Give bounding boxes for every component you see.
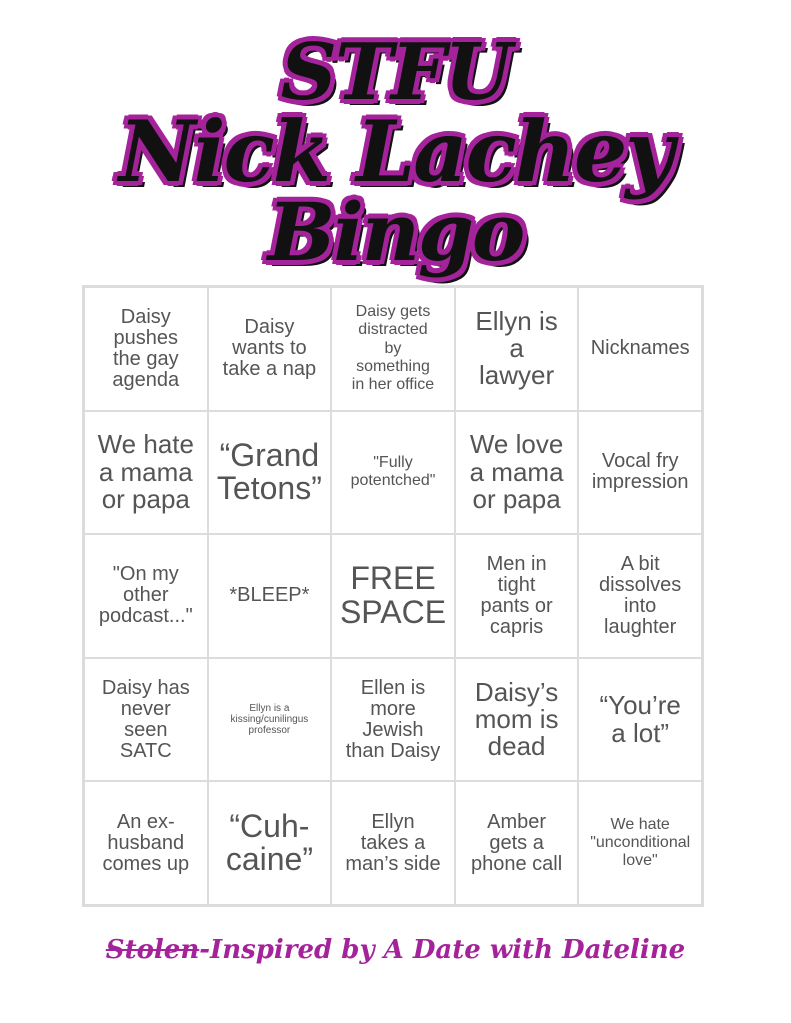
credit-rest: -Inspired by A Date with Dateline xyxy=(199,935,686,965)
bingo-cell[interactable]: Ellyn takes a man’s side xyxy=(331,781,455,905)
bingo-cell[interactable]: Daisy gets distracted by something in her office xyxy=(331,287,455,411)
bingo-cell[interactable]: Amber gets a phone call xyxy=(455,781,579,905)
bingo-cell[interactable]: An ex- husband comes up xyxy=(84,781,208,905)
bingo-title xyxy=(0,22,791,279)
bingo-cell[interactable]: “Grand Tetons” xyxy=(208,411,332,535)
bingo-cell[interactable]: A bit dissolves into laughter xyxy=(578,534,702,658)
bingo-cell[interactable]: Daisy wants to take a nap xyxy=(208,287,332,411)
bingo-cell[interactable]: Nicknames xyxy=(578,287,702,411)
bingo-cell[interactable]: Daisy’s mom is dead xyxy=(455,658,579,782)
bingo-cell[interactable]: Ellen is more Jewish than Daisy xyxy=(331,658,455,782)
bingo-cell[interactable]: Daisy has never seen SATC xyxy=(84,658,208,782)
bingo-cell[interactable]: “You’re a lot” xyxy=(578,658,702,782)
bingo-cell[interactable]: Daisy pushes the gay agenda xyxy=(84,287,208,411)
title-line-2: Nick Lachey xyxy=(118,102,673,201)
credit-line xyxy=(0,935,791,965)
bingo-cell[interactable]: "On my other podcast..." xyxy=(84,534,208,658)
title-line-1: STFU xyxy=(280,27,511,118)
credit-struck-word: Stolen xyxy=(105,935,200,965)
bingo-cell[interactable]: We hate a mama or papa xyxy=(84,411,208,535)
free-space-cell[interactable]: FREE SPACE xyxy=(331,534,455,658)
bingo-cell[interactable]: *BLEEP* xyxy=(208,534,332,658)
bingo-cell[interactable]: "Fully potentched" xyxy=(331,411,455,535)
bingo-cell[interactable]: Men in tight pants or capris xyxy=(455,534,579,658)
bingo-cell[interactable]: Vocal fry impression xyxy=(578,411,702,535)
bingo-cell[interactable]: We love a mama or papa xyxy=(455,411,579,535)
bingo-board xyxy=(82,285,704,907)
bingo-cell[interactable]: “Cuh- caine” xyxy=(208,781,332,905)
bingo-cell[interactable]: Ellyn is a kissing/cunilingus professor xyxy=(208,658,332,782)
title-line-3: Bingo xyxy=(267,185,524,279)
bingo-cell[interactable]: Ellyn is a lawyer xyxy=(455,287,579,411)
bingo-cell[interactable]: We hate "unconditional love" xyxy=(578,781,702,905)
